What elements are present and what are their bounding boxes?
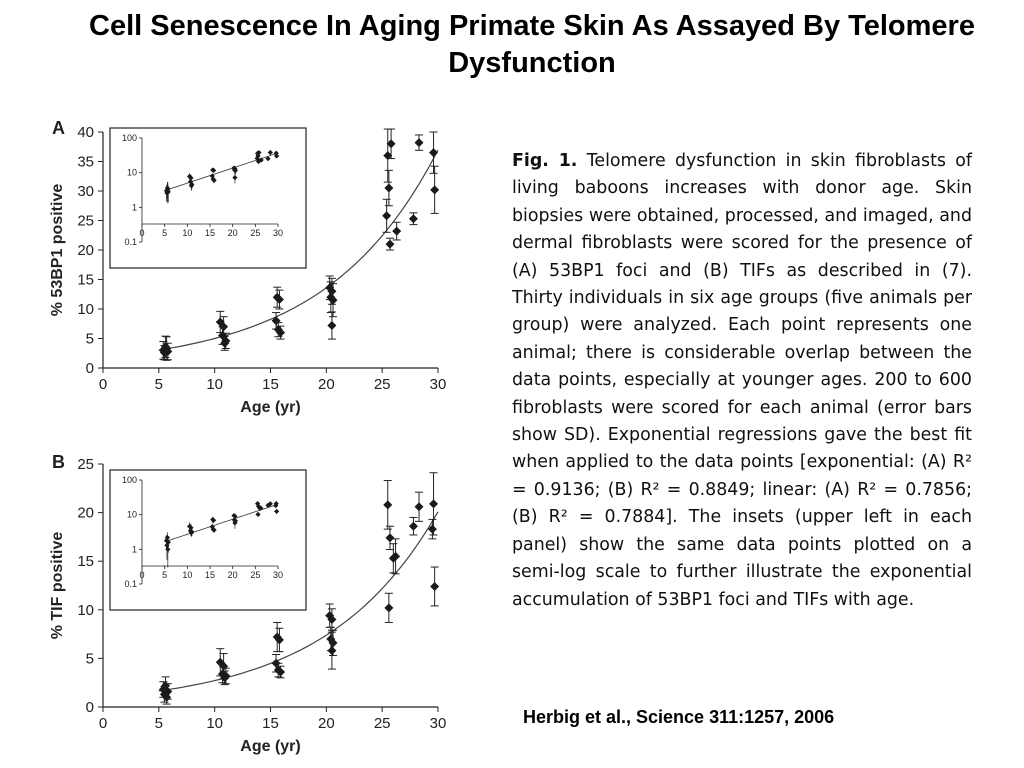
panel-letter: A [52,118,65,138]
chart-panel-b [40,450,470,768]
inset-frame [110,470,306,610]
inset-y-tick-label: 0.1 [124,237,137,247]
inset-x-tick-label: 0 [139,228,145,238]
data-point [430,582,439,591]
inset-x-tick-label: 25 [250,570,261,580]
citation: Herbig et al., Science 311:1257, 2006 [523,707,835,727]
data-point [409,214,418,223]
y-tick-label: 0 [85,699,94,716]
inset-x-tick-label: 20 [227,570,238,580]
y-axis-title: % 53BP1 positive [49,183,66,317]
data-point [383,500,392,509]
x-tick-label: 0 [98,376,108,393]
inset-x-tick-label: 30 [272,570,284,580]
y-axis-title: % TIF positive [49,531,66,640]
y-tick-label: 25 [77,456,94,473]
x-tick-label: 25 [373,376,391,393]
y-tick-label: 40 [77,124,94,141]
x-tick-label: 5 [154,715,164,732]
y-tick-label: 15 [77,553,94,571]
x-tick-label: 30 [429,715,447,732]
data-point [429,499,438,508]
chart-panel-a [40,110,470,430]
panel-letter: B [52,452,65,472]
inset-x-tick-label: 5 [162,570,168,580]
x-tick-label: 5 [154,376,164,393]
x-tick-label: 30 [429,376,447,393]
y-tick-label: 30 [77,183,94,200]
data-point [327,646,336,655]
figure-label: Fig. 1. [512,151,578,171]
inset-x-tick-label: 0 [139,570,145,580]
inset-y-tick-label: 100 [121,133,137,143]
x-tick-label: 10 [206,376,224,393]
figure-caption-text: Telomere dysfunction in skin fibroblasts of living baboons increases with donor age. Skin biopsies were obtained, processed, and imaged, and dermal fibroblasts were scored for the presence of (A) 53BP1 foci and (B) TIFs as described in (7). Thirty individuals in six age groups (five animals per group) were analyzed. Each point represents one animal; there is considerable overlap between the data points, especially at younger ages. 200 to 600 fibroblasts were scored for each animal (error bars show SD). Exponential regressions gave the best fit when applied to the data points [exponential: (A) R² = 0.9136; (B) R² = 0.8849; linear: (A) R² = 0.7856; (B) R² = 0.7884]. The insets (upper left in each panel) show the same data points plotted on a semi-log scale to further illustrate the exponential accumulation of 53BP1 foci and TIFs with age. [512,151,972,610]
y-tick-label: 10 [77,301,94,318]
inset-x-tick-label: 15 [204,228,216,238]
x-axis-title: Age (yr) [240,399,301,416]
x-tick-label: 20 [317,715,335,732]
y-tick-label: 15 [77,271,94,289]
inset-y-tick-label: 100 [121,475,137,485]
data-point [384,603,393,612]
inset-x-tick-label: 30 [272,228,284,238]
inset-y-tick-label: 1 [131,202,137,213]
data-point [384,184,393,193]
x-tick-label: 20 [317,376,335,393]
inset-x-tick-label: 15 [204,570,216,580]
y-tick-label: 5 [85,650,94,668]
x-tick-label: 25 [373,715,391,732]
inset-x-tick-label: 10 [182,570,193,580]
inset-x-tick-label: 5 [162,228,168,238]
figure-caption [512,148,972,614]
inset-x-tick-label: 20 [227,228,238,238]
data-point [392,227,401,236]
y-tick-label: 35 [77,153,94,171]
x-tick-label: 15 [262,376,279,393]
data-point [409,522,418,531]
x-tick-label: 15 [262,715,279,732]
data-point [385,240,394,249]
data-point [415,502,424,511]
x-tick-label: 10 [206,715,224,732]
inset-frame [110,128,306,268]
data-point [429,148,438,157]
y-tick-label: 0 [85,360,94,377]
slide-title: Cell Senescence In Aging Primate Skin As Assayed By Telomere Dysfunction [89,10,975,79]
inset-y-tick-label: 10 [126,509,137,520]
x-axis-title: Age (yr) [240,738,301,755]
data-point [327,321,336,330]
data-point [385,533,394,542]
y-tick-label: 20 [77,504,94,522]
y-tick-label: 10 [77,601,94,619]
y-tick-label: 5 [85,330,94,348]
inset-x-tick-label: 25 [250,228,261,238]
inset-y-tick-label: 1 [131,544,137,555]
x-tick-label: 0 [98,715,108,732]
y-tick-label: 25 [77,212,94,230]
data-point [430,185,439,194]
y-tick-label: 20 [77,242,94,259]
inset-y-tick-label: 10 [126,167,137,178]
data-point [382,211,391,220]
inset-y-tick-label: 0.1 [124,579,137,589]
inset-x-tick-label: 10 [182,228,193,238]
data-point [415,138,424,147]
